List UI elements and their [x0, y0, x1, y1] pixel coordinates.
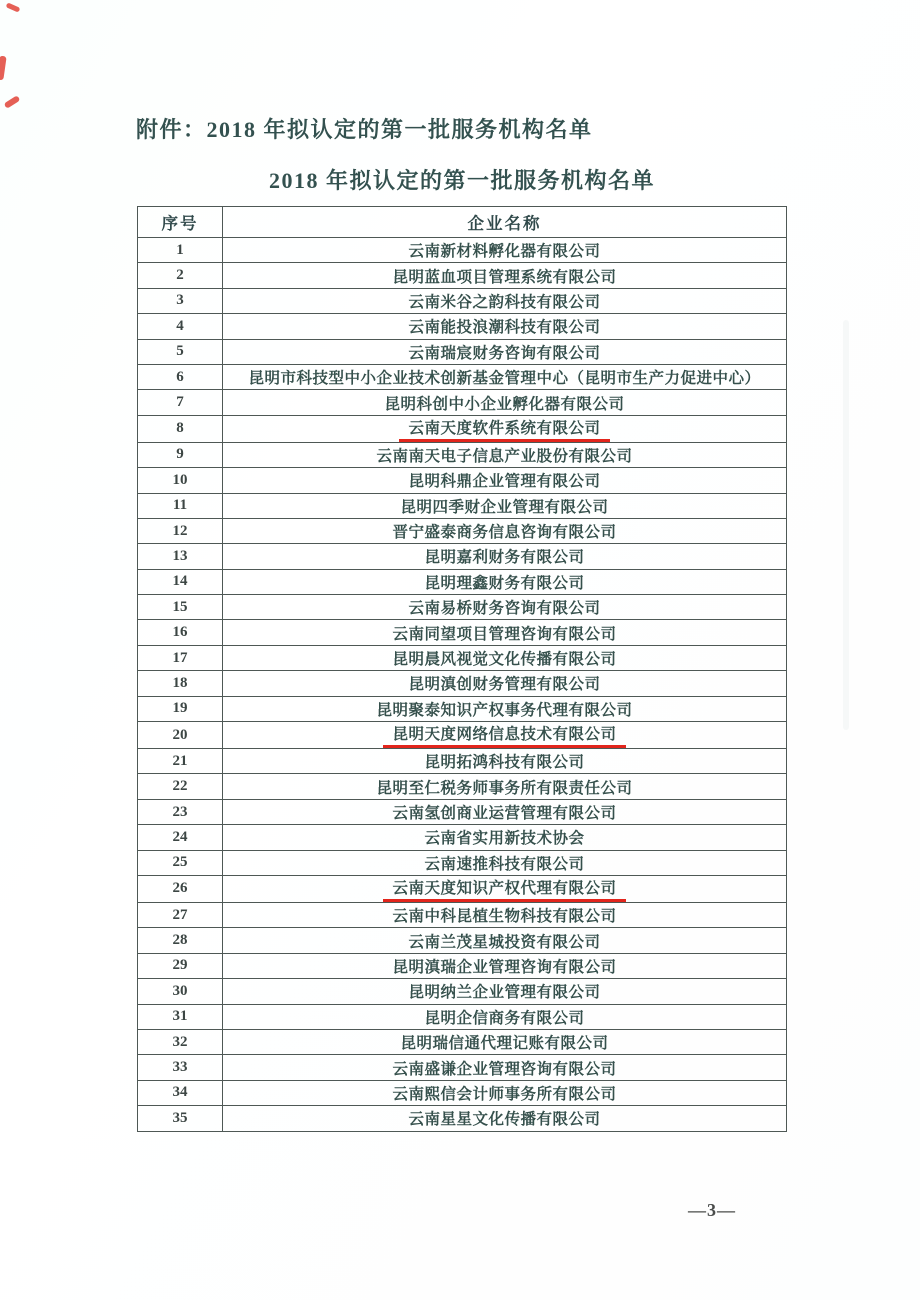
row-serial-number: 11: [138, 493, 223, 518]
company-name: 昆明四季财企业管理有限公司: [400, 498, 609, 516]
table-row: [138, 238, 787, 263]
row-serial-number: 12: [138, 518, 223, 543]
red-pen-artifact: [4, 95, 21, 109]
row-company-cell: [223, 263, 787, 288]
table-row: [138, 544, 787, 569]
row-company-cell: [223, 645, 787, 670]
table-row: [138, 696, 787, 721]
table-row: [138, 390, 787, 415]
row-serial-number: 4: [138, 314, 223, 339]
row-serial-number: 19: [138, 696, 223, 721]
row-company-cell: [223, 468, 787, 493]
table-row: [138, 263, 787, 288]
company-name: 昆明瑞信通代理记账有限公司: [400, 1035, 609, 1053]
company-name: 昆明纳兰企业管理有限公司: [408, 984, 601, 1002]
row-serial-number: 10: [138, 468, 223, 493]
column-header-company-name: 企业名称: [223, 207, 787, 238]
row-serial-number: 34: [138, 1080, 223, 1105]
table-row: [138, 518, 787, 543]
row-serial-number: 14: [138, 569, 223, 594]
row-serial-number: 9: [138, 442, 223, 467]
row-company-cell: [223, 415, 787, 442]
table-row: [138, 493, 787, 518]
row-serial-number: 17: [138, 645, 223, 670]
row-serial-number: 8: [138, 415, 223, 442]
row-company-cell: [223, 799, 787, 824]
table-row: [138, 288, 787, 313]
row-company-cell: [223, 696, 787, 721]
company-name: 晋宁盛泰商务信息咨询有限公司: [392, 524, 617, 542]
table-row: [138, 314, 787, 339]
row-serial-number: 15: [138, 595, 223, 620]
row-serial-number: 21: [138, 749, 223, 774]
company-name: 昆明聚泰知识产权事务代理有限公司: [376, 701, 633, 719]
row-company-cell: [223, 722, 787, 749]
row-company-cell: [223, 493, 787, 518]
table-row: [138, 902, 787, 927]
company-name: 昆明滇瑞企业管理咨询有限公司: [392, 958, 617, 976]
company-name: 昆明市科技型中小企业技术创新基金管理中心（昆明市生产力促进中心）: [248, 370, 761, 388]
row-company-cell: [223, 671, 787, 696]
company-name: 云南新材料孵化器有限公司: [408, 243, 601, 261]
row-serial-number: 6: [138, 364, 223, 389]
company-name: 昆明晨风视觉文化传播有限公司: [392, 651, 617, 669]
service-institutions-table: [137, 206, 787, 1132]
company-name: 昆明科鼎企业管理有限公司: [408, 473, 601, 491]
row-serial-number: 31: [138, 1004, 223, 1029]
table-row: [138, 875, 787, 902]
table-row: [138, 1080, 787, 1105]
table-row: [138, 671, 787, 696]
row-serial-number: 23: [138, 799, 223, 824]
row-company-cell: [223, 390, 787, 415]
scan-streak-artifact: [843, 320, 849, 730]
table-row: [138, 850, 787, 875]
row-serial-number: 5: [138, 339, 223, 364]
table-row: [138, 979, 787, 1004]
company-name: 云南瑞宸财务咨询有限公司: [408, 344, 601, 362]
company-name: 昆明至仁税务师事务所有限责任公司: [376, 779, 633, 797]
page-number: —3—: [688, 1200, 736, 1220]
row-serial-number: 32: [138, 1029, 223, 1054]
company-name: 云南熙信会计师事务所有限公司: [392, 1085, 617, 1103]
column-header-serial-number: 序号: [138, 207, 223, 238]
company-name: 云南盛谦企业管理咨询有限公司: [392, 1060, 617, 1078]
company-name: 昆明滇创财务管理有限公司: [408, 676, 601, 694]
company-name-red-underlined: 云南天度知识产权代理有限公司: [383, 876, 625, 902]
table-row: [138, 620, 787, 645]
table-row: [138, 1106, 787, 1131]
company-name-red-underlined: 昆明天度网络信息技术有限公司: [383, 722, 625, 748]
row-company-cell: [223, 774, 787, 799]
company-name: 云南同望项目管理咨询有限公司: [392, 625, 617, 643]
row-company-cell: [223, 825, 787, 850]
table-header-row: [138, 207, 787, 238]
table-row: [138, 415, 787, 442]
row-company-cell: [223, 620, 787, 645]
row-serial-number: 2: [138, 263, 223, 288]
row-serial-number: 13: [138, 544, 223, 569]
row-company-cell: [223, 364, 787, 389]
row-company-cell: [223, 1004, 787, 1029]
row-serial-number: 30: [138, 979, 223, 1004]
table-row: [138, 595, 787, 620]
company-name: 云南易桥财务咨询有限公司: [408, 600, 601, 618]
row-serial-number: 25: [138, 850, 223, 875]
table-row: [138, 953, 787, 978]
table-row: [138, 722, 787, 749]
company-name: 昆明企信商务有限公司: [424, 1009, 585, 1027]
company-name: 昆明拓鸿科技有限公司: [424, 754, 585, 772]
table-row: [138, 442, 787, 467]
row-company-cell: [223, 442, 787, 467]
row-company-cell: [223, 339, 787, 364]
row-company-cell: [223, 595, 787, 620]
company-name: 昆明科创中小企业孵化器有限公司: [384, 395, 625, 413]
table-row: [138, 1004, 787, 1029]
company-name: 云南星星文化传播有限公司: [408, 1111, 601, 1129]
row-serial-number: 3: [138, 288, 223, 313]
red-pen-artifact: [6, 2, 21, 12]
company-name: 昆明蓝血项目管理系统有限公司: [392, 268, 617, 286]
row-company-cell: [223, 1055, 787, 1080]
row-company-cell: [223, 749, 787, 774]
table-row: [138, 825, 787, 850]
row-company-cell: [223, 1029, 787, 1054]
company-name: 云南能投浪潮科技有限公司: [408, 319, 601, 337]
company-name: 云南速推科技有限公司: [424, 855, 585, 873]
row-company-cell: [223, 518, 787, 543]
table-row: [138, 774, 787, 799]
row-company-cell: [223, 544, 787, 569]
row-company-cell: [223, 314, 787, 339]
red-pen-artifact: [0, 56, 7, 81]
table-row: [138, 569, 787, 594]
row-serial-number: 26: [138, 875, 223, 902]
row-serial-number: 35: [138, 1106, 223, 1131]
table-row: [138, 749, 787, 774]
row-company-cell: [223, 928, 787, 953]
company-name: 云南南天电子信息产业股份有限公司: [376, 447, 633, 465]
row-serial-number: 29: [138, 953, 223, 978]
company-name: 云南省实用新技术协会: [424, 830, 585, 848]
row-company-cell: [223, 953, 787, 978]
row-serial-number: 20: [138, 722, 223, 749]
row-serial-number: 33: [138, 1055, 223, 1080]
table-title: 2018 年拟认定的第一批服务机构名单: [268, 168, 655, 193]
company-name: 云南氢创商业运营管理有限公司: [392, 805, 617, 822]
row-company-cell: [223, 288, 787, 313]
row-company-cell: [223, 1106, 787, 1131]
row-serial-number: 28: [138, 928, 223, 953]
row-serial-number: 24: [138, 825, 223, 850]
table-row: [138, 645, 787, 670]
company-name: 云南米谷之韵科技有限公司: [408, 293, 601, 311]
row-company-cell: [223, 238, 787, 263]
row-serial-number: 7: [138, 390, 223, 415]
table-row: [138, 1055, 787, 1080]
company-name: 昆明嘉利财务有限公司: [424, 549, 585, 567]
table-row: [138, 339, 787, 364]
row-company-cell: [223, 902, 787, 927]
row-serial-number: 18: [138, 671, 223, 696]
row-serial-number: 22: [138, 774, 223, 799]
row-company-cell: [223, 1080, 787, 1105]
row-serial-number: 1: [138, 238, 223, 263]
company-name: 云南中科昆植生物科技有限公司: [392, 908, 617, 926]
company-name: 昆明理鑫财务有限公司: [424, 574, 585, 592]
row-company-cell: [223, 979, 787, 1004]
row-company-cell: [223, 875, 787, 902]
attachment-title: 附件：2018 年拟认定的第一批服务机构名单: [136, 117, 593, 142]
row-company-cell: [223, 850, 787, 875]
table-row: [138, 928, 787, 953]
company-name: 云南兰茂星城投资有限公司: [408, 933, 601, 951]
company-name-red-underlined: 云南天度软件系统有限公司: [399, 416, 609, 442]
table-row: [138, 1029, 787, 1054]
row-serial-number: 16: [138, 620, 223, 645]
row-serial-number: 27: [138, 902, 223, 927]
table-row: [138, 799, 787, 824]
table-row: [138, 468, 787, 493]
table-row: [138, 364, 787, 389]
row-company-cell: [223, 569, 787, 594]
